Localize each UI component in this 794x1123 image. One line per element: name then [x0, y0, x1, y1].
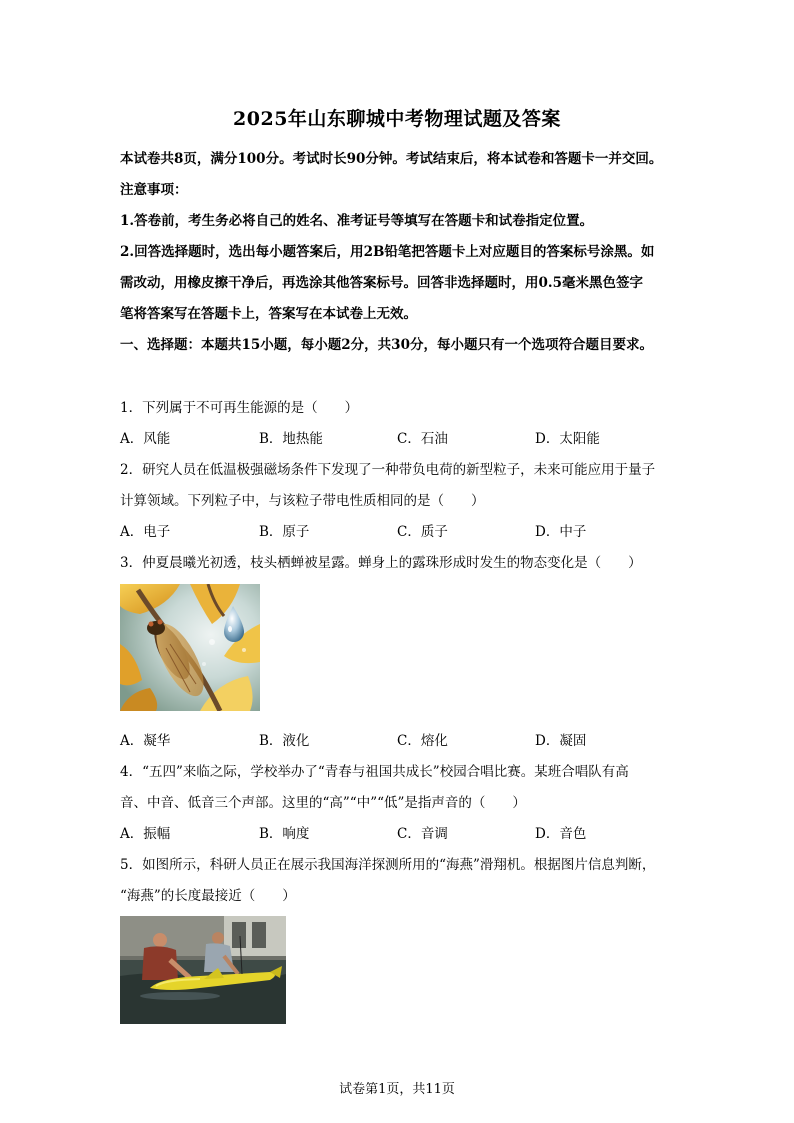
option-c[interactable]: C．质子: [397, 524, 448, 540]
question-1-stem: 1．下列属于不可再生能源的是（ ）: [120, 400, 359, 416]
notice-rule-2-line-1: 2.回答选择题时，选出每小题答案后，用2B铅笔把答题卡上对应题目的答案标号涂黑。如: [120, 244, 655, 260]
option-d[interactable]: D．凝固: [535, 733, 587, 749]
question-2-options: [120, 520, 640, 540]
option-b[interactable]: B．液化: [259, 733, 310, 749]
option-d[interactable]: D．音色: [535, 826, 587, 842]
page-title: 2025年山东聊城中考物理试题及答案: [233, 108, 561, 130]
option-d[interactable]: D．中子: [535, 524, 587, 540]
page-footer: 试卷第1页，共11页: [339, 1082, 455, 1097]
cicada-dew-photo: [120, 584, 260, 711]
option-d[interactable]: D．太阳能: [535, 431, 600, 447]
option-b[interactable]: B．地热能: [259, 431, 323, 447]
question-3-stem: 3．仲夏晨曦光初透，枝头栖蝉被星露。蝉身上的露珠形成时发生的物态变化是（ ）: [120, 555, 642, 571]
question-1-options: [120, 427, 640, 447]
question-3-options: [120, 729, 640, 749]
question-4-stem-line-1: 4．“五四”来临之际，学校举办了“青春与祖国共成长”校园合唱比赛。某班合唱队有高: [120, 764, 629, 780]
exam-instructions: 本试卷共8页，满分100分。考试时长90分钟。考试结束后，将本试卷和答题卡一并交回。: [120, 151, 663, 167]
notice-rule-2-line-2: 需改动，用橡皮擦干净后，再选涂其他答案标号。回答非选择题时，用0.5毫米黑色签字: [120, 275, 643, 291]
option-c[interactable]: C．音调: [397, 826, 448, 842]
notice-rule-1: 1.答卷前，考生务必将自己的姓名、准考证号等填写在答题卡和试卷指定位置。: [120, 213, 594, 229]
question-2-stem-line-2: 计算领域。下列粒子中，与该粒子带电性质相同的是（ ）: [120, 493, 485, 509]
option-a[interactable]: A．振幅: [120, 826, 171, 842]
option-a[interactable]: A．凝华: [120, 733, 171, 749]
section-heading: 一、选择题：本题共15小题，每小题2分，共30分，每小题只有一个选项符合题目要求。: [120, 337, 653, 353]
question-5-stem-line-2: “海燕”的长度最接近（ ）: [120, 888, 296, 904]
notice-heading: 注意事项：: [120, 182, 188, 198]
question-2-stem-line-1: 2．研究人员在低温极强磁场条件下发现了一种带负电荷的新型粒子，未来可能应用于量子: [120, 462, 656, 478]
option-b[interactable]: B．响度: [259, 826, 310, 842]
notice-rule-2-line-3: 笔将答案写在答题卡上，答案写在本试卷上无效。: [120, 306, 417, 322]
glider-photo: [120, 916, 286, 1024]
option-c[interactable]: C．石油: [397, 431, 448, 447]
question-4-options: [120, 822, 640, 842]
option-a[interactable]: A．电子: [120, 524, 171, 540]
question-4-stem-line-2: 音、中音、低音三个声部。这里的“高”“中”“低”是指声音的（ ）: [120, 795, 526, 811]
option-c[interactable]: C．熔化: [397, 733, 448, 749]
question-5-stem-line-1: 5．如图所示，科研人员正在展示我国海洋探测所用的“海燕”滑翔机。根据图片信息判断，: [120, 857, 656, 873]
option-b[interactable]: B．原子: [259, 524, 310, 540]
option-a[interactable]: A．风能: [120, 431, 171, 447]
